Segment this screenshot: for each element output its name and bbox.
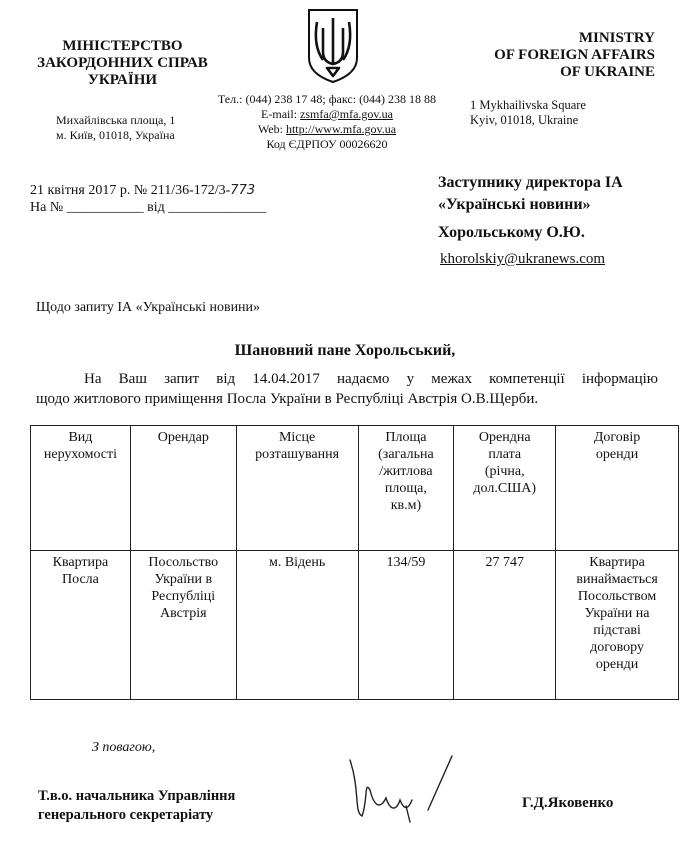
ministry-title-en: MINISTRY OF FOREIGN AFFAIRS OF UKRAINE (494, 30, 655, 80)
coat-of-arms-icon (305, 6, 361, 86)
cell-rent: 27 747 (454, 551, 556, 700)
ministry-email-link[interactable]: zsmfa@mfa.gov.ua (300, 107, 393, 121)
reference-line: На № ___________ від ______________ (30, 200, 267, 215)
web-line: Web: http://www.mfa.gov.ua (257, 122, 397, 136)
header-location: Місце розташування (236, 426, 358, 551)
registration-block (30, 182, 266, 216)
header-property-type: Вид нерухомості (31, 426, 131, 551)
handwritten-number: 773 (230, 183, 256, 198)
phone-fax: Тел.: (044) 238 17 48; факс: (044) 238 18 88 (217, 92, 437, 106)
property-info-table (30, 425, 679, 700)
address-en: 1 Mykhailivska Square Kyiv, 01018, Ukraine (470, 98, 586, 127)
ministry-web-link[interactable]: http://www.mfa.gov.ua (285, 122, 397, 136)
cell-area: 134/59 (358, 551, 454, 700)
address-ua: Михайлівська площа, 1 м. Київ, 01018, Україна (56, 113, 176, 142)
body-line-2: щодо житлового приміщення Посла України в Республіці Австрія О.В.Щерби. (36, 391, 539, 407)
cell-location: м. Відень (236, 551, 358, 700)
closing-regards: З повагою, (92, 740, 156, 755)
salutation: Шановний пане Хорольський, (234, 342, 456, 359)
header-lease: Договір оренди (556, 426, 679, 551)
header-rent: Орендна плата (річна, дол.США) (454, 426, 556, 551)
handwritten-signature (340, 750, 480, 830)
header-area: Площа (загальна /житлова площа, кв.м) (358, 426, 454, 551)
letter-date-number: 21 квітня 2017 р. № 211/36-172/3- (30, 183, 231, 198)
cell-property-type: Квартира Посла (31, 551, 131, 700)
addressee-block: Заступнику директора ІА «Українські новини» Хорольському О.Ю. (438, 174, 623, 241)
header-tenant: Орендар (130, 426, 236, 551)
table-header-row (31, 426, 679, 551)
signatory-name: Г.Д.Яковенко (522, 795, 614, 811)
edrpou-code: Код ЄДРПОУ 00026620 (266, 137, 388, 151)
cell-lease: Квартира винаймається Посольством України на підставі договору оренди (556, 551, 679, 700)
body-line-1: На Ваш запит від 14.04.2017 надаємо у межах компетенції інформацію (84, 371, 658, 387)
table-row (31, 551, 679, 700)
subject-line: Щодо запиту ІА «Українські новини» (36, 300, 261, 315)
contacts-block (203, 92, 451, 152)
addressee-email-link[interactable]: khorolskiy@ukranews.com (440, 251, 606, 267)
signatory-position: Т.в.о. начальника Управління генерального секретаріату (38, 788, 236, 823)
ministry-title-ua: МІНІСТЕРСТВО ЗАКОРДОННИХ СПРАВ УКРАЇНИ (37, 38, 208, 88)
email-line: E-mail: zsmfa@mfa.gov.ua (261, 107, 393, 121)
cell-tenant: Посольство України в Республіці Австрія (130, 551, 236, 700)
